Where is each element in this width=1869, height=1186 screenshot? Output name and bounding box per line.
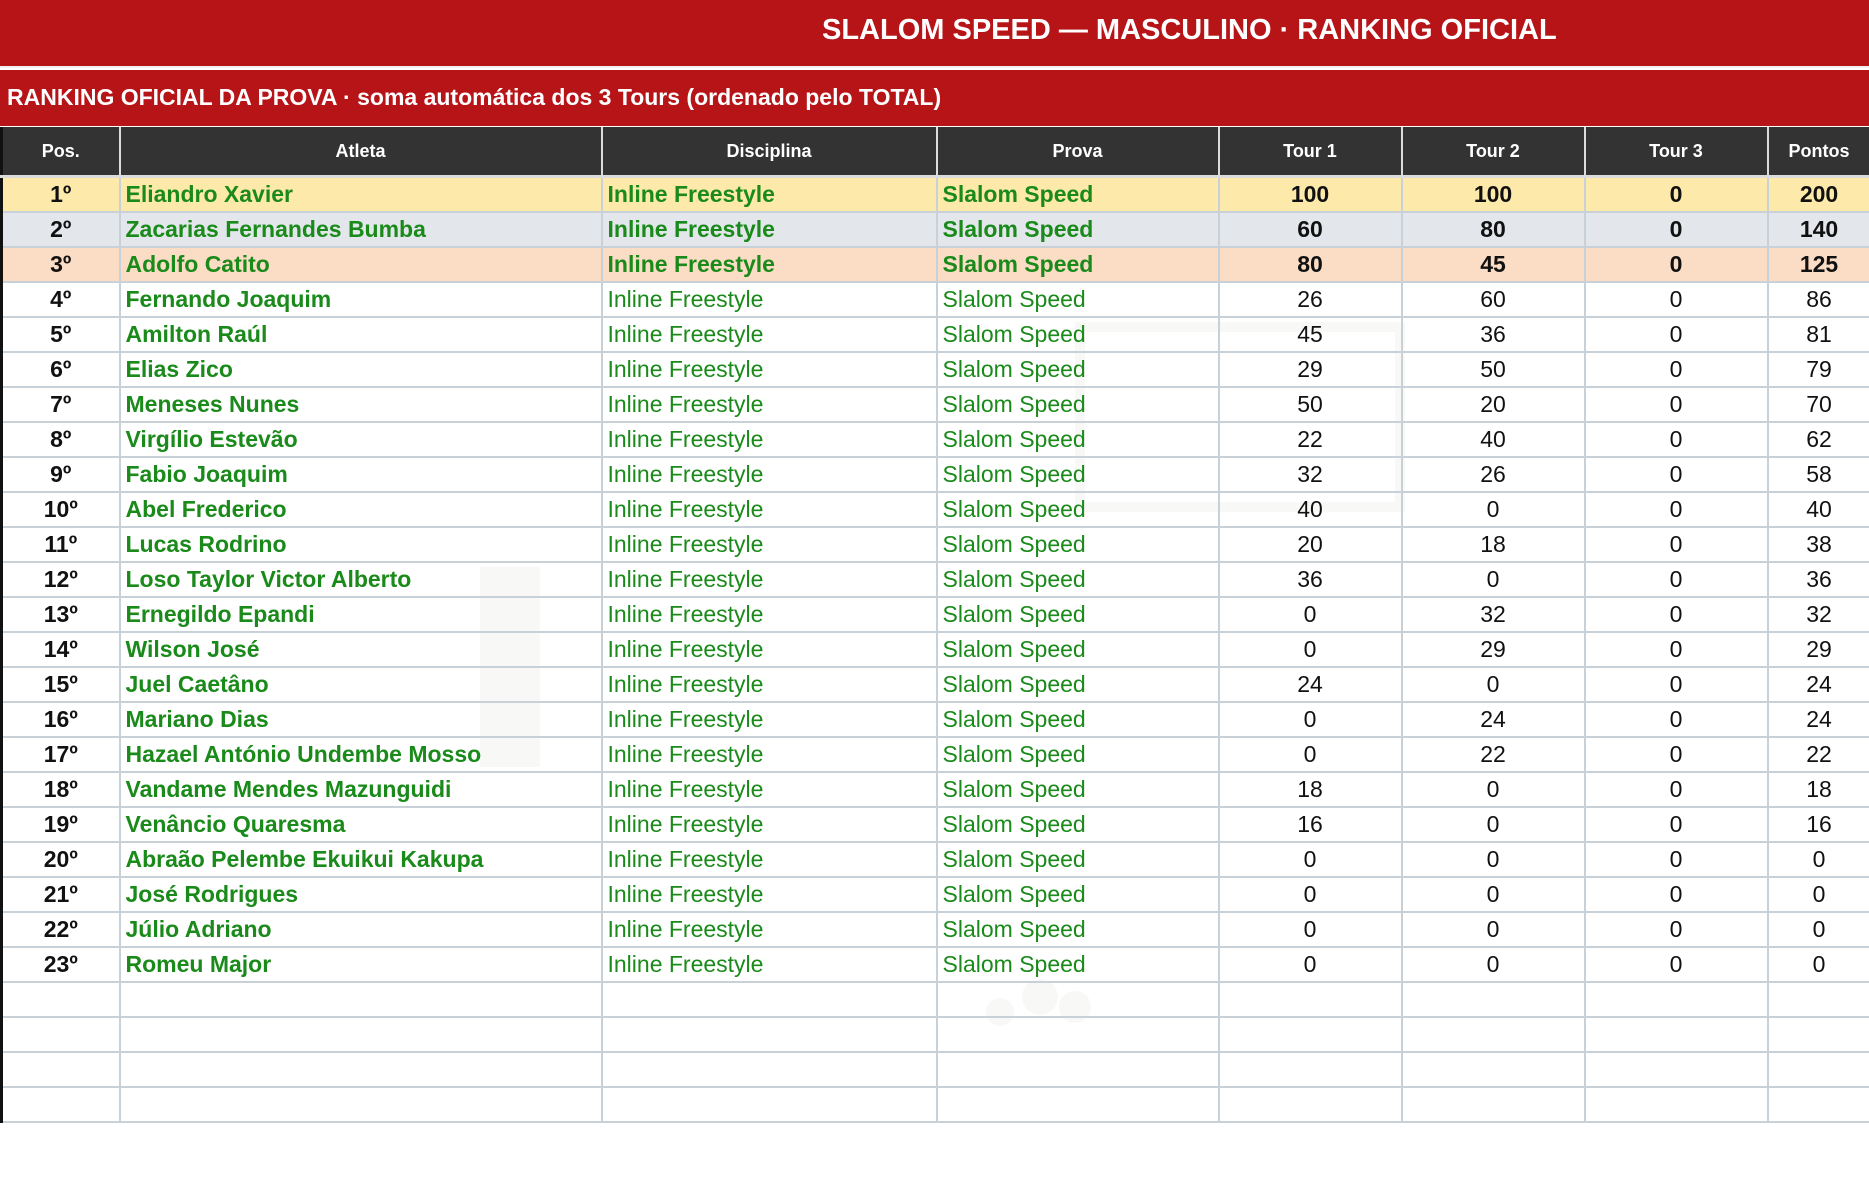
row-tour3[interactable]: 0	[1585, 912, 1768, 947]
empty-cell[interactable]	[937, 982, 1219, 1017]
row-discipline[interactable]: Inline Freestyle	[602, 212, 937, 247]
row-position[interactable]: 3º	[2, 247, 120, 282]
row-discipline[interactable]: Inline Freestyle	[602, 562, 937, 597]
row-discipline[interactable]: Inline Freestyle	[602, 527, 937, 562]
row-position[interactable]: 13º	[2, 597, 120, 632]
table-row[interactable]	[2, 632, 1869, 667]
row-discipline[interactable]: Inline Freestyle	[602, 842, 937, 877]
row-tour2[interactable]: 32	[1402, 597, 1585, 632]
row-tour2[interactable]: 100	[1402, 177, 1585, 213]
row-discipline[interactable]: Inline Freestyle	[602, 422, 937, 457]
row-tour3[interactable]: 0	[1585, 737, 1768, 772]
row-position[interactable]: 6º	[2, 352, 120, 387]
row-athlete-name[interactable]: Loso Taylor Victor Alberto	[120, 562, 602, 597]
row-tour3[interactable]: 0	[1585, 632, 1768, 667]
row-position[interactable]: 21º	[2, 877, 120, 912]
row-athlete-name[interactable]: Elias Zico	[120, 352, 602, 387]
row-tour1[interactable]: 18	[1219, 772, 1402, 807]
row-tour1[interactable]: 45	[1219, 317, 1402, 352]
row-points[interactable]: 36	[1768, 562, 1869, 597]
row-discipline[interactable]: Inline Freestyle	[602, 177, 937, 213]
row-tour2[interactable]: 18	[1402, 527, 1585, 562]
empty-cell[interactable]	[1585, 1052, 1768, 1087]
row-tour3[interactable]: 0	[1585, 527, 1768, 562]
row-event[interactable]: Slalom Speed	[937, 422, 1219, 457]
row-tour3[interactable]: 0	[1585, 212, 1768, 247]
row-athlete-name[interactable]: Romeu Major	[120, 947, 602, 982]
table-row[interactable]	[2, 807, 1869, 842]
empty-cell[interactable]	[1768, 1017, 1869, 1052]
empty-cell[interactable]	[1219, 1087, 1402, 1122]
row-position[interactable]: 5º	[2, 317, 120, 352]
row-tour3[interactable]: 0	[1585, 562, 1768, 597]
row-event[interactable]: Slalom Speed	[937, 877, 1219, 912]
row-position[interactable]: 11º	[2, 527, 120, 562]
empty-cell[interactable]	[120, 1087, 602, 1122]
row-athlete-name[interactable]: Meneses Nunes	[120, 387, 602, 422]
row-tour2[interactable]: 24	[1402, 702, 1585, 737]
row-position[interactable]: 12º	[2, 562, 120, 597]
empty-cell[interactable]	[1585, 1087, 1768, 1122]
ranking-table	[0, 127, 1869, 1123]
row-position[interactable]: 14º	[2, 632, 120, 667]
row-tour3[interactable]: 0	[1585, 282, 1768, 317]
table-row[interactable]	[2, 772, 1869, 807]
row-position[interactable]: 17º	[2, 737, 120, 772]
col-header-disciplina[interactable]: Disciplina	[602, 127, 937, 177]
empty-cell[interactable]	[1768, 982, 1869, 1017]
row-position[interactable]: 8º	[2, 422, 120, 457]
row-tour2[interactable]: 0	[1402, 807, 1585, 842]
empty-cell[interactable]	[1219, 1017, 1402, 1052]
row-athlete-name[interactable]: Lucas Rodrino	[120, 527, 602, 562]
page-title: SLALOM SPEED — MASCULINO · RANKING OFICIAL	[822, 14, 1557, 46]
row-tour1[interactable]: 0	[1219, 737, 1402, 772]
empty-cell[interactable]	[120, 982, 602, 1017]
col-header-prova[interactable]: Prova	[937, 127, 1219, 177]
row-tour2[interactable]: 40	[1402, 422, 1585, 457]
row-tour1[interactable]: 60	[1219, 212, 1402, 247]
row-tour3[interactable]: 0	[1585, 702, 1768, 737]
row-event[interactable]: Slalom Speed	[937, 212, 1219, 247]
row-event[interactable]: Slalom Speed	[937, 492, 1219, 527]
row-position[interactable]: 1º	[2, 177, 120, 213]
table-row[interactable]	[2, 457, 1869, 492]
subtitle-banner	[0, 70, 1869, 126]
row-position[interactable]: 23º	[2, 947, 120, 982]
row-tour2[interactable]: 20	[1402, 387, 1585, 422]
row-tour1[interactable]: 16	[1219, 807, 1402, 842]
col-header-tour2[interactable]: Tour 2	[1402, 127, 1585, 177]
row-event[interactable]: Slalom Speed	[937, 632, 1219, 667]
empty-cell[interactable]	[1768, 1052, 1869, 1087]
empty-cell[interactable]	[937, 1052, 1219, 1087]
row-tour3[interactable]: 0	[1585, 597, 1768, 632]
row-discipline[interactable]: Inline Freestyle	[602, 317, 937, 352]
table-row[interactable]	[2, 667, 1869, 702]
col-header-pontos[interactable]: Pontos	[1768, 127, 1869, 177]
row-event[interactable]: Slalom Speed	[937, 177, 1219, 213]
row-position[interactable]: 20º	[2, 842, 120, 877]
header-row	[2, 127, 1869, 177]
col-header-tour3[interactable]: Tour 3	[1585, 127, 1768, 177]
row-athlete-name[interactable]: Juel Caetâno	[120, 667, 602, 702]
row-event[interactable]: Slalom Speed	[937, 387, 1219, 422]
row-tour2[interactable]: 0	[1402, 562, 1585, 597]
row-event[interactable]: Slalom Speed	[937, 842, 1219, 877]
row-tour1[interactable]: 0	[1219, 842, 1402, 877]
empty-cell[interactable]	[2, 1052, 120, 1087]
row-tour3[interactable]: 0	[1585, 352, 1768, 387]
row-points[interactable]: 38	[1768, 527, 1869, 562]
row-tour3[interactable]: 0	[1585, 947, 1768, 982]
row-tour1[interactable]: 0	[1219, 597, 1402, 632]
row-discipline[interactable]: Inline Freestyle	[602, 492, 937, 527]
row-points[interactable]: 0	[1768, 947, 1869, 982]
row-athlete-name[interactable]: Fabio Joaquim	[120, 457, 602, 492]
row-tour1[interactable]: 22	[1219, 422, 1402, 457]
row-discipline[interactable]: Inline Freestyle	[602, 877, 937, 912]
empty-row[interactable]	[2, 1017, 1869, 1052]
row-position[interactable]: 19º	[2, 807, 120, 842]
row-points[interactable]: 16	[1768, 807, 1869, 842]
row-tour2[interactable]: 29	[1402, 632, 1585, 667]
row-points[interactable]: 29	[1768, 632, 1869, 667]
empty-cell[interactable]	[120, 1052, 602, 1087]
row-points[interactable]: 24	[1768, 667, 1869, 702]
row-tour3[interactable]: 0	[1585, 807, 1768, 842]
table-row[interactable]	[2, 702, 1869, 737]
empty-cell[interactable]	[1585, 982, 1768, 1017]
row-tour2[interactable]: 0	[1402, 667, 1585, 702]
row-points[interactable]: 22	[1768, 737, 1869, 772]
row-tour3[interactable]: 0	[1585, 667, 1768, 702]
row-event[interactable]: Slalom Speed	[937, 947, 1219, 982]
row-tour1[interactable]: 32	[1219, 457, 1402, 492]
row-event[interactable]: Slalom Speed	[937, 317, 1219, 352]
table-row[interactable]	[2, 247, 1869, 282]
empty-cell[interactable]	[1402, 1017, 1585, 1052]
col-header-atleta[interactable]: Atleta	[120, 127, 602, 177]
row-tour1[interactable]: 50	[1219, 387, 1402, 422]
row-position[interactable]: 16º	[2, 702, 120, 737]
row-tour1[interactable]: 0	[1219, 947, 1402, 982]
row-athlete-name[interactable]: Mariano Dias	[120, 702, 602, 737]
row-tour1[interactable]: 26	[1219, 282, 1402, 317]
row-tour1[interactable]: 80	[1219, 247, 1402, 282]
row-tour2[interactable]: 0	[1402, 772, 1585, 807]
row-points[interactable]: 58	[1768, 457, 1869, 492]
table-row[interactable]	[2, 877, 1869, 912]
empty-cell[interactable]	[1219, 982, 1402, 1017]
row-points[interactable]: 0	[1768, 912, 1869, 947]
row-discipline[interactable]: Inline Freestyle	[602, 667, 937, 702]
row-points[interactable]: 0	[1768, 877, 1869, 912]
row-points[interactable]: 86	[1768, 282, 1869, 317]
table-row[interactable]	[2, 842, 1869, 877]
row-discipline[interactable]: Inline Freestyle	[602, 702, 937, 737]
table-row[interactable]	[2, 492, 1869, 527]
row-tour3[interactable]: 0	[1585, 842, 1768, 877]
row-athlete-name[interactable]: José Rodrigues	[120, 877, 602, 912]
row-athlete-name[interactable]: Virgílio Estevão	[120, 422, 602, 457]
empty-cell[interactable]	[2, 982, 120, 1017]
row-discipline[interactable]: Inline Freestyle	[602, 912, 937, 947]
empty-row[interactable]	[2, 1087, 1869, 1122]
row-athlete-name[interactable]: Vandame Mendes Mazunguidi	[120, 772, 602, 807]
row-tour3[interactable]: 0	[1585, 317, 1768, 352]
row-athlete-name[interactable]: Abel Frederico	[120, 492, 602, 527]
table-row[interactable]	[2, 387, 1869, 422]
row-tour3[interactable]: 0	[1585, 877, 1768, 912]
row-tour3[interactable]: 0	[1585, 177, 1768, 213]
row-points[interactable]: 79	[1768, 352, 1869, 387]
row-points[interactable]: 70	[1768, 387, 1869, 422]
row-points[interactable]: 0	[1768, 842, 1869, 877]
row-tour1[interactable]: 100	[1219, 177, 1402, 213]
row-tour2[interactable]: 0	[1402, 912, 1585, 947]
empty-cell[interactable]	[1402, 982, 1585, 1017]
empty-cell[interactable]	[120, 1017, 602, 1052]
row-discipline[interactable]: Inline Freestyle	[602, 247, 937, 282]
empty-cell[interactable]	[937, 1087, 1219, 1122]
row-event[interactable]: Slalom Speed	[937, 597, 1219, 632]
row-discipline[interactable]: Inline Freestyle	[602, 737, 937, 772]
row-position[interactable]: 2º	[2, 212, 120, 247]
row-tour2[interactable]: 45	[1402, 247, 1585, 282]
row-event[interactable]: Slalom Speed	[937, 457, 1219, 492]
empty-cell[interactable]	[1402, 1087, 1585, 1122]
row-position[interactable]: 10º	[2, 492, 120, 527]
row-discipline[interactable]: Inline Freestyle	[602, 632, 937, 667]
row-athlete-name[interactable]: Zacarias Fernandes Bumba	[120, 212, 602, 247]
empty-cell[interactable]	[602, 1017, 937, 1052]
row-points[interactable]: 62	[1768, 422, 1869, 457]
row-athlete-name[interactable]: Fernando Joaquim	[120, 282, 602, 317]
row-tour2[interactable]: 0	[1402, 947, 1585, 982]
row-event[interactable]: Slalom Speed	[937, 737, 1219, 772]
row-event[interactable]: Slalom Speed	[937, 912, 1219, 947]
row-position[interactable]: 18º	[2, 772, 120, 807]
row-points[interactable]: 32	[1768, 597, 1869, 632]
table-row[interactable]	[2, 177, 1869, 213]
empty-row[interactable]	[2, 1052, 1869, 1087]
table-row[interactable]	[2, 212, 1869, 247]
table-row[interactable]	[2, 317, 1869, 352]
row-tour1[interactable]: 24	[1219, 667, 1402, 702]
empty-cell[interactable]	[602, 1087, 937, 1122]
table-row[interactable]	[2, 947, 1869, 982]
row-event[interactable]: Slalom Speed	[937, 352, 1219, 387]
row-athlete-name[interactable]: Amilton Raúl	[120, 317, 602, 352]
col-header-tour1[interactable]: Tour 1	[1219, 127, 1402, 177]
row-athlete-name[interactable]: Venâncio Quaresma	[120, 807, 602, 842]
empty-row[interactable]	[2, 982, 1869, 1017]
row-tour3[interactable]: 0	[1585, 457, 1768, 492]
table-row[interactable]	[2, 282, 1869, 317]
row-event[interactable]: Slalom Speed	[937, 702, 1219, 737]
empty-cell[interactable]	[2, 1017, 120, 1052]
table-row[interactable]	[2, 562, 1869, 597]
row-tour2[interactable]: 26	[1402, 457, 1585, 492]
row-discipline[interactable]: Inline Freestyle	[602, 282, 937, 317]
title-banner	[0, 0, 1869, 68]
table-row[interactable]	[2, 352, 1869, 387]
ranking-body	[2, 177, 1869, 1123]
empty-cell[interactable]	[937, 1017, 1219, 1052]
page-subtitle: RANKING OFICIAL DA PROVA · soma automática dos 3 Tours (ordenado pelo TOTAL)	[7, 84, 942, 110]
row-event[interactable]: Slalom Speed	[937, 562, 1219, 597]
row-position[interactable]: 9º	[2, 457, 120, 492]
row-event[interactable]: Slalom Speed	[937, 282, 1219, 317]
row-discipline[interactable]: Inline Freestyle	[602, 352, 937, 387]
row-discipline[interactable]: Inline Freestyle	[602, 387, 937, 422]
row-event[interactable]: Slalom Speed	[937, 772, 1219, 807]
row-discipline[interactable]: Inline Freestyle	[602, 947, 937, 982]
table-row[interactable]	[2, 912, 1869, 947]
row-tour1[interactable]: 20	[1219, 527, 1402, 562]
row-points[interactable]: 200	[1768, 177, 1869, 213]
empty-cell[interactable]	[1585, 1017, 1768, 1052]
row-tour2[interactable]: 60	[1402, 282, 1585, 317]
row-points[interactable]: 125	[1768, 247, 1869, 282]
empty-cell[interactable]	[1402, 1052, 1585, 1087]
row-tour1[interactable]: 36	[1219, 562, 1402, 597]
table-row[interactable]	[2, 422, 1869, 457]
row-event[interactable]: Slalom Speed	[937, 807, 1219, 842]
empty-cell[interactable]	[602, 1052, 937, 1087]
row-athlete-name[interactable]: Wilson José	[120, 632, 602, 667]
row-tour2[interactable]: 0	[1402, 842, 1585, 877]
row-athlete-name[interactable]: Hazael António Undembe Mosso	[120, 737, 602, 772]
ranking-sheet	[0, 127, 1869, 1123]
table-row[interactable]	[2, 737, 1869, 772]
row-points[interactable]: 140	[1768, 212, 1869, 247]
row-athlete-name[interactable]: Eliandro Xavier	[120, 177, 602, 213]
empty-cell[interactable]	[2, 1087, 120, 1122]
row-event[interactable]: Slalom Speed	[937, 667, 1219, 702]
row-tour2[interactable]: 0	[1402, 877, 1585, 912]
row-tour2[interactable]: 0	[1402, 492, 1585, 527]
row-tour2[interactable]: 36	[1402, 317, 1585, 352]
empty-cell[interactable]	[1768, 1087, 1869, 1122]
row-tour2[interactable]: 50	[1402, 352, 1585, 387]
row-tour1[interactable]: 0	[1219, 912, 1402, 947]
table-row[interactable]	[2, 527, 1869, 562]
row-position[interactable]: 4º	[2, 282, 120, 317]
row-tour3[interactable]: 0	[1585, 422, 1768, 457]
row-tour3[interactable]: 0	[1585, 387, 1768, 422]
row-position[interactable]: 7º	[2, 387, 120, 422]
row-athlete-name[interactable]: Júlio Adriano	[120, 912, 602, 947]
empty-cell[interactable]	[602, 982, 937, 1017]
row-tour1[interactable]: 0	[1219, 877, 1402, 912]
row-tour2[interactable]: 22	[1402, 737, 1585, 772]
row-tour1[interactable]: 0	[1219, 702, 1402, 737]
row-event[interactable]: Slalom Speed	[937, 247, 1219, 282]
row-athlete-name[interactable]: Adolfo Catito	[120, 247, 602, 282]
row-tour1[interactable]: 29	[1219, 352, 1402, 387]
row-points[interactable]: 40	[1768, 492, 1869, 527]
row-tour2[interactable]: 80	[1402, 212, 1585, 247]
col-header-pos[interactable]: Pos.	[2, 127, 120, 177]
row-tour1[interactable]: 40	[1219, 492, 1402, 527]
row-tour1[interactable]: 0	[1219, 632, 1402, 667]
table-row[interactable]	[2, 597, 1869, 632]
row-position[interactable]: 15º	[2, 667, 120, 702]
empty-cell[interactable]	[1219, 1052, 1402, 1087]
row-discipline[interactable]: Inline Freestyle	[602, 807, 937, 842]
row-discipline[interactable]: Inline Freestyle	[602, 457, 937, 492]
row-discipline[interactable]: Inline Freestyle	[602, 772, 937, 807]
row-athlete-name[interactable]: Ernegildo Epandi	[120, 597, 602, 632]
row-points[interactable]: 81	[1768, 317, 1869, 352]
row-tour3[interactable]: 0	[1585, 772, 1768, 807]
row-athlete-name[interactable]: Abraão Pelembe Ekuikui Kakupa	[120, 842, 602, 877]
row-points[interactable]: 18	[1768, 772, 1869, 807]
row-position[interactable]: 22º	[2, 912, 120, 947]
row-tour3[interactable]: 0	[1585, 492, 1768, 527]
row-tour3[interactable]: 0	[1585, 247, 1768, 282]
row-points[interactable]: 24	[1768, 702, 1869, 737]
row-discipline[interactable]: Inline Freestyle	[602, 597, 937, 632]
row-event[interactable]: Slalom Speed	[937, 527, 1219, 562]
